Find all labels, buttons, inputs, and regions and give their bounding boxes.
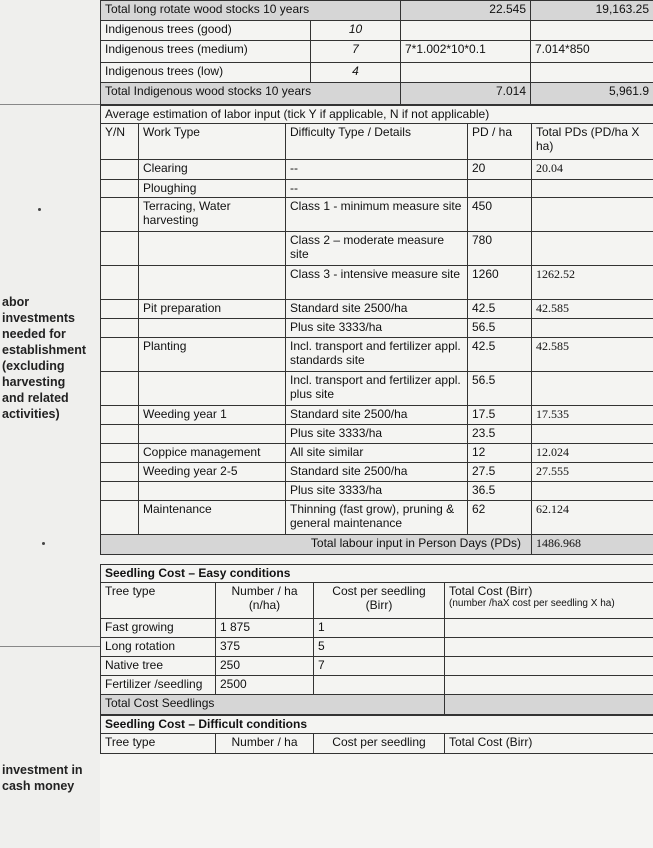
table-row	[101, 63, 653, 83]
seedling-row	[101, 676, 653, 695]
labor-row	[101, 372, 653, 406]
seedling-total-value-cell[interactable]	[445, 695, 653, 715]
labor-work-type: Planting	[139, 338, 286, 372]
labor-yn-cell[interactable]	[101, 444, 139, 463]
seedling-total-cost-cell[interactable]	[445, 657, 653, 676]
wood-row-result: 5,961.9	[531, 83, 653, 105]
labor-work-type	[139, 266, 286, 300]
labor-total: 1262.52	[532, 266, 653, 300]
table-row	[101, 41, 653, 63]
labor-pd	[468, 180, 532, 198]
seedling-easy-table	[100, 564, 653, 715]
labor-work-type	[139, 482, 286, 501]
table-row	[101, 83, 653, 105]
seedling-number: 250	[216, 657, 314, 676]
labor-row	[101, 300, 653, 319]
seedling-number: 2500	[216, 676, 314, 695]
labor-yn-cell[interactable]	[101, 338, 139, 372]
labor-pd: 36.5	[468, 482, 532, 501]
labor-yn-cell[interactable]	[101, 406, 139, 425]
labor-difficulty: Incl. transport and fertilizer appl. plus site	[286, 372, 468, 406]
wood-row-factor: 7	[311, 41, 401, 63]
wood-row-result: 7.014*850	[531, 41, 653, 63]
labor-table	[100, 105, 653, 555]
labor-pd: 17.5	[468, 406, 532, 425]
labor-difficulty: --	[286, 160, 468, 180]
labor-pd: 56.5	[468, 319, 532, 338]
labor-difficulty: Standard site 2500/ha	[286, 406, 468, 425]
wood-row-formula: 7*1.002*10*0.1	[401, 41, 531, 63]
seedling-row	[101, 657, 653, 676]
seedling-difficult-table	[100, 715, 653, 754]
labor-yn-cell[interactable]	[101, 160, 139, 180]
header-number-per-ha: Number / ha (n/ha)	[216, 583, 314, 619]
seedling-total-row	[101, 695, 653, 715]
labor-total	[532, 425, 653, 444]
seedling-easy-header-row	[101, 583, 653, 619]
labor-total-value: 1486.968	[532, 535, 653, 555]
labor-yn-cell[interactable]	[101, 198, 139, 232]
table-row	[101, 1, 653, 21]
wood-row-label: Total Indigenous wood stocks 10 years	[101, 83, 401, 105]
labor-row	[101, 319, 653, 338]
labor-row	[101, 482, 653, 501]
header-total-cost: Total Cost (Birr)	[445, 734, 653, 754]
header-total-cost	[445, 583, 653, 619]
seedling-total-cost-cell[interactable]	[445, 676, 653, 695]
seedling-cost: 5	[314, 638, 445, 657]
header-total-cost-formula: (number /haX cost per seedling X ha)	[449, 598, 615, 609]
labor-pd: 450	[468, 198, 532, 232]
labor-work-type: Terracing, Water harvesting	[139, 198, 286, 232]
labor-difficulty: All site similar	[286, 444, 468, 463]
labor-row	[101, 463, 653, 482]
labor-yn-cell[interactable]	[101, 180, 139, 198]
labor-row	[101, 406, 653, 425]
wood-row-formula	[401, 63, 531, 83]
labor-total: 62.124	[532, 501, 653, 535]
labor-work-type	[139, 372, 286, 406]
seedling-tree-type: Long rotation	[101, 638, 216, 657]
labor-work-type: Maintenance	[139, 501, 286, 535]
labor-pd: 780	[468, 232, 532, 266]
labor-difficulty: Class 1 - minimum measure site	[286, 198, 468, 232]
labor-difficulty: Class 3 - intensive measure site	[286, 266, 468, 300]
wood-row-factor: 10	[311, 21, 401, 41]
labor-difficulty: Standard site 2500/ha	[286, 300, 468, 319]
seedling-cost: 7	[314, 657, 445, 676]
labor-total	[532, 198, 653, 232]
header-tree-type: Tree type	[101, 734, 216, 754]
table-row	[101, 21, 653, 41]
labor-pd: 20	[468, 160, 532, 180]
wood-row-formula: 22.545	[401, 1, 531, 21]
labor-investment-label: abor investments needed for establishment (excluding harvesting and related activities)	[2, 295, 87, 421]
margin-rule	[0, 646, 100, 647]
labor-total: 27.555	[532, 463, 653, 482]
labor-total	[532, 232, 653, 266]
header-pd-per-ha: PD / ha	[468, 124, 532, 160]
wood-row-result	[531, 63, 653, 83]
labor-yn-cell[interactable]	[101, 266, 139, 300]
wood-row-label: Indigenous trees (good)	[101, 21, 311, 41]
header-cost-per-seedling: Cost per seedling (Birr)	[314, 583, 445, 619]
wood-row-label: Indigenous trees (low)	[101, 63, 311, 83]
labor-table-header-row	[101, 124, 653, 160]
header-tree-type: Tree type	[101, 583, 216, 619]
labor-pd: 56.5	[468, 372, 532, 406]
labor-pd: 62	[468, 501, 532, 535]
wood-row-result	[531, 21, 653, 41]
labor-work-type: Clearing	[139, 160, 286, 180]
header-difficulty: Difficulty Type / Details	[286, 124, 468, 160]
labor-total	[532, 180, 653, 198]
seedling-number: 375	[216, 638, 314, 657]
labor-pd: 27.5	[468, 463, 532, 482]
labor-yn-cell[interactable]	[101, 300, 139, 319]
wood-row-formula: 7.014	[401, 83, 531, 105]
labor-total: 17.535	[532, 406, 653, 425]
labor-yn-cell[interactable]	[101, 482, 139, 501]
labor-work-type	[139, 425, 286, 444]
labor-yn-cell[interactable]	[101, 501, 139, 535]
seedling-difficult-title-row	[101, 716, 653, 734]
header-total-pds: Total PDs (PD/ha X ha)	[532, 124, 653, 160]
labor-work-type: Ploughing	[139, 180, 286, 198]
labor-work-type: Weeding year 2-5	[139, 463, 286, 482]
labor-pd: 23.5	[468, 425, 532, 444]
wood-row-result: 19,163.25	[531, 1, 653, 21]
labor-row	[101, 198, 653, 232]
labor-difficulty: Plus site 3333/ha	[286, 482, 468, 501]
wood-row-formula	[401, 21, 531, 41]
seedling-row	[101, 638, 653, 657]
labor-yn-cell[interactable]	[101, 372, 139, 406]
seedling-total-label: Total Cost Seedlings	[101, 695, 445, 715]
wood-row-factor: 4	[311, 63, 401, 83]
labor-difficulty: Plus site 3333/ha	[286, 425, 468, 444]
labor-row	[101, 338, 653, 372]
margin-rule	[0, 104, 100, 105]
seedling-total-cost-cell[interactable]	[445, 638, 653, 657]
seedling-easy-title: Seedling Cost – Easy conditions	[101, 565, 653, 583]
labor-pd: 42.5	[468, 338, 532, 372]
labor-difficulty: Standard site 2500/ha	[286, 463, 468, 482]
labor-pd: 42.5	[468, 300, 532, 319]
header-number-per-ha: Number / ha	[216, 734, 314, 754]
labor-row	[101, 444, 653, 463]
seedling-difficult-title: Seedling Cost – Difficult conditions	[101, 716, 653, 734]
seedling-cost	[314, 676, 445, 695]
labor-table-title-row	[101, 106, 653, 124]
margin-mark	[42, 542, 45, 545]
seedling-number: 1 875	[216, 619, 314, 638]
margin-mark	[38, 208, 41, 211]
seedling-row	[101, 619, 653, 638]
labor-table-title: Average estimation of labor input (tick Y if applicable, N if not applicable)	[101, 106, 653, 124]
labor-total: 12.024	[532, 444, 653, 463]
labor-pd: 12	[468, 444, 532, 463]
wood-row-label: Indigenous trees (medium)	[101, 41, 311, 63]
labor-total-label: Total labour input in Person Days (PDs)	[101, 535, 532, 555]
labor-total	[532, 372, 653, 406]
labor-pd: 1260	[468, 266, 532, 300]
seedling-tree-type: Native tree	[101, 657, 216, 676]
header-total-cost-label: Total Cost (Birr)	[449, 584, 533, 598]
wood-row-label: Total long rotate wood stocks 10 years	[101, 1, 401, 21]
header-work-type: Work Type	[139, 124, 286, 160]
seedling-cost: 1	[314, 619, 445, 638]
labor-work-type	[139, 319, 286, 338]
labor-total: 42.585	[532, 338, 653, 372]
labor-yn-cell[interactable]	[101, 463, 139, 482]
labor-row	[101, 180, 653, 198]
labor-work-type: Weeding year 1	[139, 406, 286, 425]
document-page	[100, 0, 653, 754]
labor-difficulty: Class 2 – moderate measure site	[286, 232, 468, 266]
labor-row	[101, 266, 653, 300]
header-cost-per-seedling: Cost per seedling	[314, 734, 445, 754]
seedling-total-cost-cell[interactable]	[445, 619, 653, 638]
left-margin	[0, 0, 100, 848]
labor-row	[101, 232, 653, 266]
labor-row	[101, 425, 653, 444]
labor-total: 42.585	[532, 300, 653, 319]
labor-yn-cell[interactable]	[101, 319, 139, 338]
labor-total: 20.04	[532, 160, 653, 180]
wood-stock-table	[100, 0, 653, 105]
labor-work-type: Coppice management	[139, 444, 286, 463]
labor-yn-cell[interactable]	[101, 425, 139, 444]
labor-difficulty: Plus site 3333/ha	[286, 319, 468, 338]
labor-difficulty: Thinning (fast grow), pruning & general maintenance	[286, 501, 468, 535]
labor-yn-cell[interactable]	[101, 232, 139, 266]
labor-total-row	[101, 535, 653, 555]
seedling-tree-type: Fast growing	[101, 619, 216, 638]
seedling-tree-type: Fertilizer /seedling	[101, 676, 216, 695]
seedling-difficult-header-row	[101, 734, 653, 754]
cash-investment-label: investment in cash money	[2, 763, 83, 793]
labor-total	[532, 319, 653, 338]
labor-difficulty: --	[286, 180, 468, 198]
labor-difficulty: Incl. transport and fertilizer appl. standards site	[286, 338, 468, 372]
seedling-easy-title-row	[101, 565, 653, 583]
labor-row	[101, 501, 653, 535]
labor-row	[101, 160, 653, 180]
labor-work-type	[139, 232, 286, 266]
header-yn: Y/N	[101, 124, 139, 160]
labor-work-type: Pit preparation	[139, 300, 286, 319]
labor-total	[532, 482, 653, 501]
